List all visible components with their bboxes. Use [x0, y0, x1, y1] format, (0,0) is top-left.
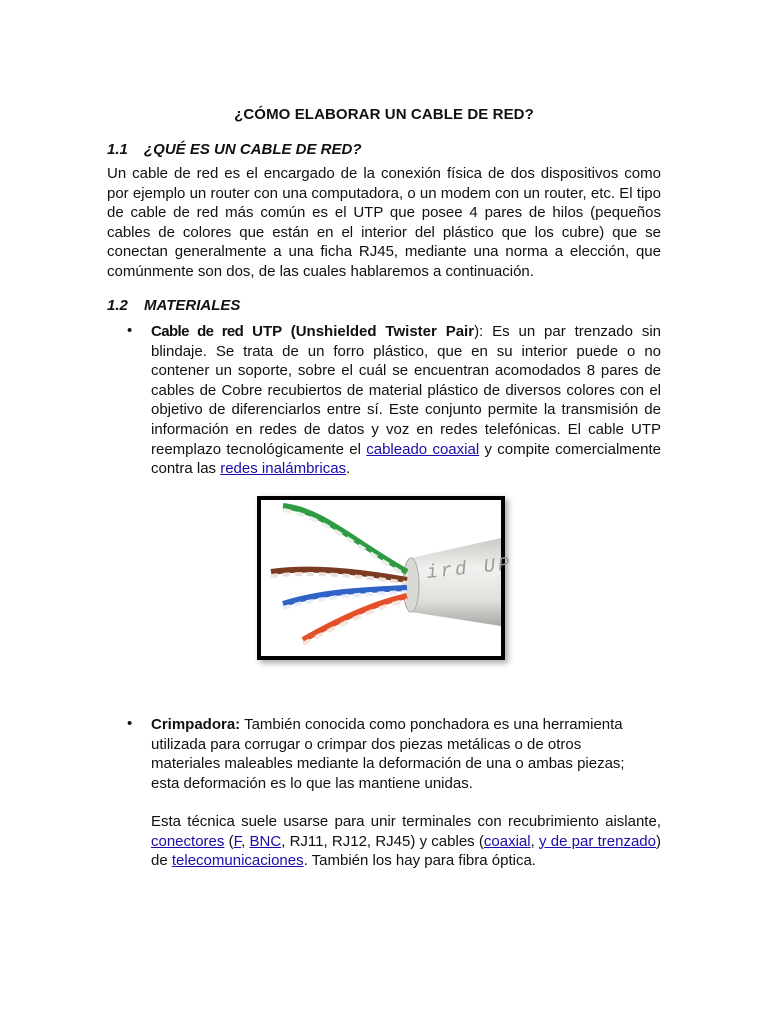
material-item-utp [151, 322, 661, 479]
link-conectores[interactable]: conectores [151, 832, 225, 850]
item-text: ) de [151, 832, 661, 870]
link-f[interactable]: F [233, 832, 242, 850]
item-text: , [530, 832, 540, 850]
item-text: También conocida como ponchadora es una herramienta utilizada para corrugar o crimpar dos piezas metálicas o de otros materiales maleables mediante la deformación de una o ambas piezas; esta deformación es lo que las mantiene unidas. [151, 716, 625, 792]
section-heading-text: ¿QUÉ ES UN CABLE DE RED? [144, 141, 362, 158]
item-text: ( [224, 832, 234, 850]
material-item-crimpadora [151, 715, 651, 793]
utp-cable-illustration [261, 500, 514, 656]
item-text: ): Es un par trenzado sin blindaje. Se trata de un forro plástico, que en su interior puede o no contener un soporte, sobre el cuál se encuentran acomodados 8 pares de cables de Cobre recubiertos de material plástico de diversos colores con el objetivo de diferenciarlos entre sí. Este conjunto permite la transmisión de información en redes de datos y voz en redes telefónicas. El cable UTP reemplazo tecnológicamente el [151, 323, 661, 458]
bullet-icon: • [127, 322, 133, 339]
item-lead-condensed: Cable de red [151, 323, 244, 340]
page-title: ¿CÓMO ELABORAR UN CABLE DE RED? [234, 106, 534, 123]
item-text: . También los hay para fibra óptica. [303, 852, 536, 870]
item-text: Esta técnica suele usarse para unir terminales con recubrimiento aislante, [151, 813, 661, 830]
section-number: 1.1 [107, 141, 128, 158]
item-text: , RJ11, RJ12, RJ45) y cables ( [281, 832, 484, 850]
link-coaxial[interactable]: coaxial [483, 832, 531, 850]
section-heading-text: MATERIALES [144, 297, 241, 314]
section-heading-2 [107, 297, 240, 314]
item-text: y compite comercialmente contra las [151, 440, 662, 478]
link-telecomunicaciones[interactable]: telecomunicaciones [171, 852, 304, 870]
section-1-paragraph: Un cable de red es el encargado de la conexión física de dos dispositivos como por ejemplo un router con una computadora, o un modem con un router, etc. El tipo de cable de red más común es el UTP que posee 4 pares de hilos (pequeños cables de colores que están en el interior del plástico que los cubre) que se conectan generalmente a una ficha RJ45, mediante una norma a elección, que comúnmente son dos, de las cuales hablaremos a continuación. [107, 165, 661, 280]
section-heading-1 [107, 141, 362, 158]
jacket-print: ird UP [425, 553, 514, 584]
link-bnc[interactable]: BNC [249, 832, 282, 850]
link-cableado-coaxial[interactable]: cableado coaxial [366, 440, 480, 458]
item-text: . [346, 460, 351, 478]
bullet-icon: • [127, 715, 133, 732]
crimpadora-paragraph-2 [151, 812, 661, 871]
section-number: 1.2 [107, 297, 128, 314]
item-lead-bold: Crimpadora: [151, 716, 241, 733]
link-redes-inalambricas[interactable]: redes inalámbricas [220, 460, 347, 478]
utp-cable-photo [257, 496, 514, 660]
item-lead-bold: UTP (Unshielded Twister Pair [252, 323, 475, 340]
item-text: , [241, 832, 250, 850]
link-par-trenzado[interactable]: y de par trenzado [539, 832, 656, 850]
